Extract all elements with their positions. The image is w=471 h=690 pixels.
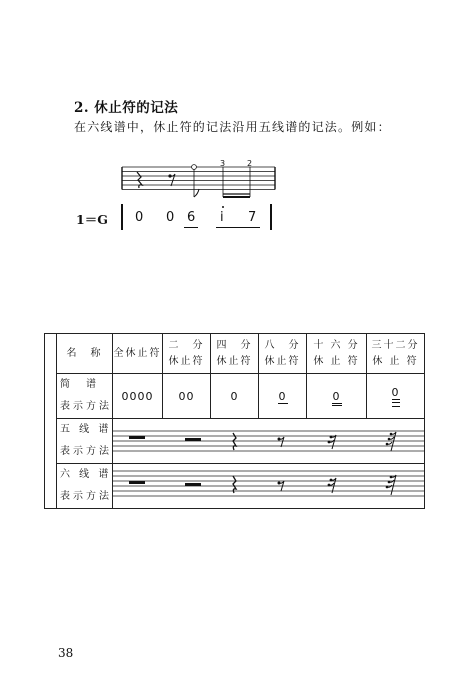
jianpu-note-4: i: [220, 210, 224, 225]
jianpu-eighth: 0: [259, 374, 307, 419]
header-name: 名 称: [57, 334, 113, 374]
tab-whole-rest-icon: [129, 481, 145, 484]
fret-mark-3: 3: [220, 159, 226, 168]
jianpu-note-1: 0: [135, 210, 144, 225]
quarter-rest-icon: [233, 433, 236, 450]
section-title: 2. 休止符的记法: [74, 100, 179, 116]
row-label-staff: 五 线 谱 表示方法: [57, 419, 113, 464]
staff-rests-cell: [113, 419, 425, 464]
sixteenth-rest-icon: [328, 435, 336, 449]
tab-thirtysecond-rest-icon: [386, 475, 396, 495]
table-margin-cell: [45, 334, 57, 509]
row-label-jianpu: 简 谱 表示方法: [57, 374, 113, 419]
whole-rest-icon: [129, 436, 145, 439]
header-col-whole: 全休止符: [113, 334, 163, 374]
tab-rests-cell: [113, 464, 425, 509]
jianpu-thirtysecond: 0: [367, 374, 425, 419]
fret-mark-2: 2: [247, 159, 253, 168]
thirtysecond-rest-icon: [386, 432, 396, 451]
section-intro: 在六线谱中，休止符的记法沿用五线谱的记法。例如：: [74, 120, 391, 134]
barline-left: [121, 204, 123, 230]
row-label-tab: 六 线 谱 表示方法: [57, 464, 113, 509]
header-col-eighth: 八 分 休止符: [259, 334, 307, 374]
jianpu-quarter: 0: [211, 374, 259, 419]
header-col-sixteenth: 十 六 分 休 止 符: [307, 334, 367, 374]
jianpu-note-2: 0: [166, 210, 175, 225]
table-header-row: [45, 334, 425, 374]
table-row-tab: [45, 464, 425, 509]
header-col-quarter: 四 分 休止符: [211, 334, 259, 374]
jianpu-sixteenth: 0: [307, 374, 367, 419]
header-col-half: 二 分 休止符: [163, 334, 211, 374]
jianpu-underline: [184, 227, 198, 228]
table-row-jianpu: [45, 374, 425, 419]
high-octave-dot: [222, 206, 224, 208]
rest-notation-table: [44, 333, 425, 509]
header-col-thirtysecond: 三十二分 休 止 符: [367, 334, 425, 374]
jianpu-underline-2: [216, 227, 260, 228]
jianpu-note-3: 6: [187, 210, 196, 225]
tab-half-rest-icon: [185, 483, 201, 486]
key-signature: 1＝G: [76, 212, 108, 227]
eighth-rest-icon: [278, 437, 285, 447]
half-rest-icon: [185, 438, 201, 441]
tab-quarter-rest-icon: [233, 476, 236, 493]
jianpu-whole: 0000: [113, 374, 163, 419]
tab-rests-svg: [113, 465, 424, 505]
staff-rests-svg: [113, 421, 424, 459]
page-number: 38: [58, 646, 74, 660]
jianpu-half: 00: [163, 374, 211, 419]
table-row-staff: [45, 419, 425, 464]
jianpu-note-5: 7: [248, 210, 257, 225]
barline-right: [270, 204, 272, 230]
